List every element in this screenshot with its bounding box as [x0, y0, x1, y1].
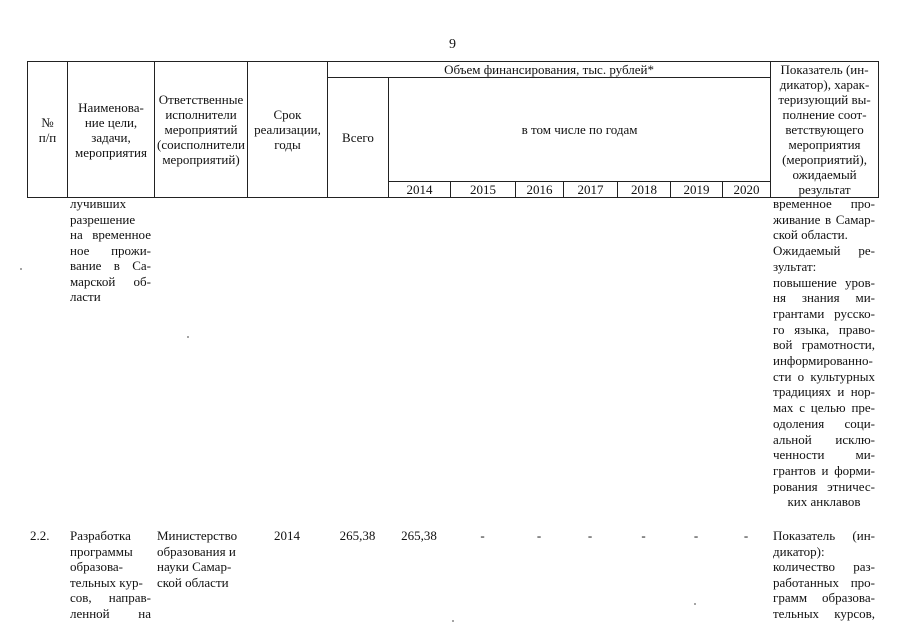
scan-speck [187, 336, 189, 338]
row-indicator [770, 528, 878, 621]
line: одоления соци- [773, 415, 875, 431]
line: вание в Са- [70, 258, 151, 273]
table-row [27, 528, 878, 621]
header-year: 2016 [516, 182, 564, 198]
line: ченности ми- [773, 447, 875, 463]
header-year: 2020 [723, 182, 771, 198]
line: альной исклю- [773, 431, 875, 447]
table-header [27, 61, 879, 198]
row-indicator [770, 196, 878, 510]
line: образова- [70, 559, 124, 575]
line: вой грамотности, [773, 337, 875, 353]
line: грамм образова- [773, 590, 875, 606]
line: зультат: [773, 258, 817, 274]
line: Показатель (ин- [773, 528, 875, 544]
row-executors: Министерство образования и науки Самар- ской области [157, 528, 238, 590]
header-year: 2018 [618, 182, 671, 198]
line: ленной на [70, 605, 151, 621]
line: тельных курсов, [773, 605, 875, 621]
header-term: Срок реализации, годы [248, 62, 328, 198]
line: традициях и нор- [773, 384, 875, 400]
header-indicator: Показатель (ин- дикатор), харак- теризующий вы- полнение соот- ветствующего мероприятия (мероприятий), ожидаемый результат [771, 62, 879, 198]
line: информированно- [773, 353, 873, 369]
line: ких анклавов [787, 494, 861, 510]
line: тельных кур- [70, 574, 143, 590]
row-term: 2014 [274, 528, 300, 544]
row-year-value: - [641, 528, 646, 544]
line: грантами русско- [773, 305, 875, 321]
row-num: 2.2. [30, 528, 50, 544]
line: лучивших [70, 196, 127, 211]
line: грантов и форми- [773, 462, 875, 478]
row-year-value: - [536, 528, 542, 544]
row-name [67, 528, 154, 621]
header-financing: Объем финансирования, тыс. рублей* [328, 62, 771, 78]
line: работанных про- [773, 574, 875, 590]
line: живание в Самар- [773, 211, 875, 227]
row-year-value: 265,38 [401, 528, 437, 544]
line: временное про- [773, 196, 875, 211]
scan-speck [694, 603, 696, 605]
line: разрешение [70, 211, 136, 227]
line: ской области. [773, 227, 848, 243]
scan-speck [452, 620, 454, 622]
line: сов, направ- [70, 590, 151, 606]
row-total: 265,38 [339, 528, 376, 544]
line: программы [70, 543, 133, 559]
line: рования этничес- [773, 478, 875, 494]
line: количество раз- [773, 559, 875, 575]
header-year: 2014 [389, 182, 451, 198]
line: марской об- [70, 273, 151, 289]
row-name [67, 196, 154, 510]
row-year-value: - [587, 528, 593, 544]
row-year-value: - [743, 528, 749, 544]
header-total: Всего [328, 78, 389, 198]
row-year-value: - [693, 528, 699, 544]
header-name: Наименова- ние цели, задачи, мероприятия [68, 62, 155, 198]
line: сти о культурных [773, 368, 875, 384]
line: мах с целью пре- [773, 400, 875, 416]
line: Разработка [70, 528, 131, 544]
header-year: 2015 [451, 182, 516, 198]
line: на временное [70, 227, 151, 242]
page-number: 9 [449, 37, 456, 52]
header-num: № п/п [28, 62, 68, 198]
line: ласти [70, 289, 101, 304]
scan-speck [20, 268, 22, 270]
header-executors: Ответственные исполнители мероприятий (соисполнители мероприятий) [155, 62, 248, 198]
line: ное прожи- [70, 242, 151, 258]
row-year-value: - [480, 528, 485, 544]
table-body [27, 196, 878, 621]
line: ня знания ми- [773, 290, 875, 306]
line: го языка, право- [773, 321, 875, 337]
table-row [27, 196, 878, 510]
line: Ожидаемый ре- [773, 243, 875, 259]
header-by-years: в том числе по годам [389, 78, 771, 182]
line: повышение уров- [773, 274, 875, 290]
header-year: 2017 [564, 182, 618, 198]
header-year: 2019 [671, 182, 723, 198]
line: дикатор): [773, 543, 825, 559]
